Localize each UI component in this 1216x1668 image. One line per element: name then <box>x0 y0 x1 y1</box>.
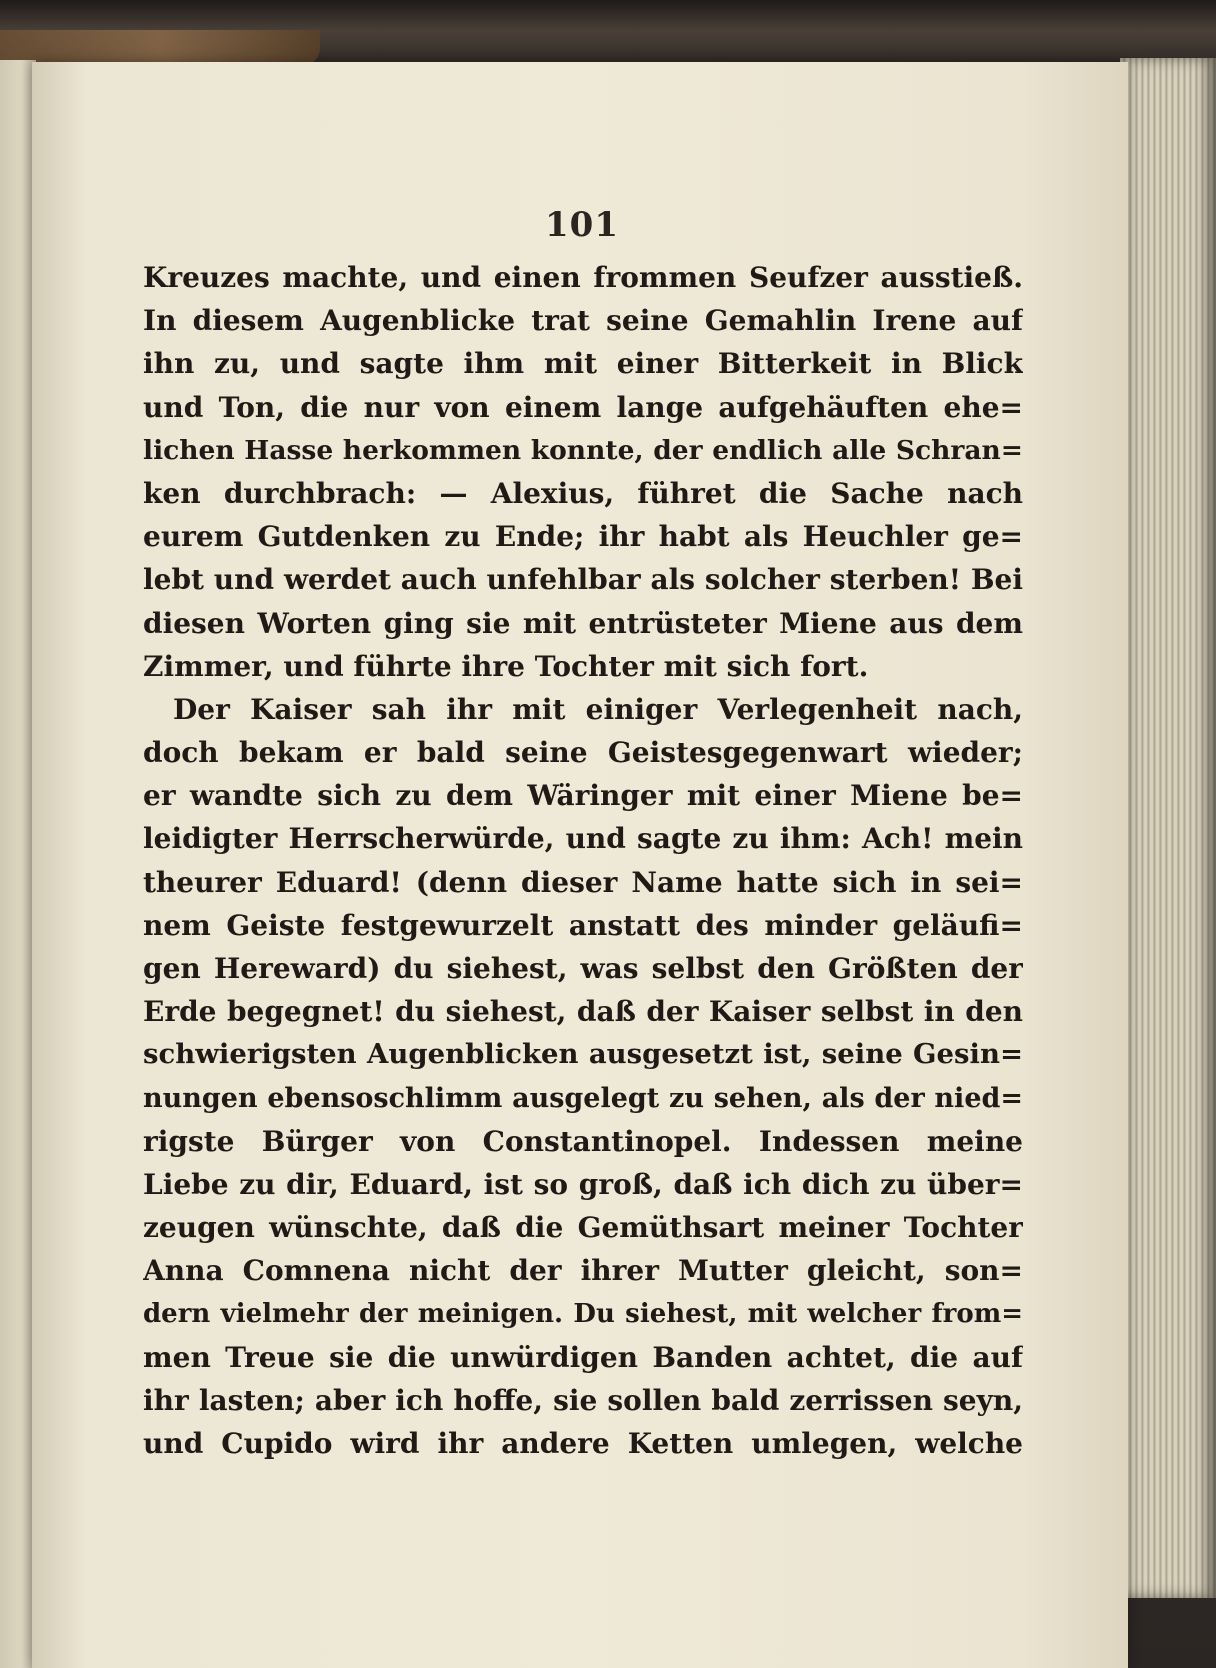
facing-page-edge <box>0 60 36 1668</box>
text-line: leidigter Herrscherwürde, und sagte zu ihm: Ach! mein <box>143 822 1023 856</box>
text-line: zeugen wünschte, daß die Gemüthsart meiner Tochter <box>143 1211 1023 1245</box>
text-line: gen Hereward) du siehest, was selbst den Größten der <box>143 952 1023 985</box>
text-line: theurer Eduard! (denn dieser Name hatte sich in sei= <box>143 865 1023 899</box>
text-line: In diesem Augenblicke trat seine Gemahlin Irene auf <box>143 304 1023 338</box>
text-line: doch bekam er bald seine Geistesgegenwart wieder; <box>143 736 1023 770</box>
text-line: men Treue sie die unwürdigen Banden achtet, die auf <box>143 1340 1023 1374</box>
text-line: schwierigsten Augenblicken ausgesetzt ist, seine Gesin= <box>143 1038 1023 1071</box>
text-line: und Cupido wird ihr andere Ketten umlegen, welche <box>143 1427 1023 1461</box>
text-line: Kreuzes machte, und einen frommen Seufzer ausstieß. <box>143 261 1023 294</box>
text-line: lichen Hasse herkommen konnte, der endlich alle Schran= <box>143 434 1023 466</box>
page-number: 101 <box>545 205 619 245</box>
text-line: rigste Bürger von Constantinopel. Indessen meine <box>143 1124 1023 1158</box>
text-line: diesen Worten ging sie mit entrüsteter Miene aus dem <box>143 606 1023 640</box>
text-line: ihn zu, und sagte ihm mit einer Bitterkeit in Blick <box>143 347 1023 381</box>
text-line: Der Kaiser sah ihr mit einiger Verlegenheit nach, <box>173 692 1023 726</box>
text-line: Anna Comnena nicht der ihrer Mutter gleicht, son= <box>143 1254 1023 1288</box>
text-line: nungen ebensoschlimm ausgelegt zu sehen, als der nied= <box>143 1082 1023 1114</box>
book-binding-top <box>0 0 1216 70</box>
binding-cloth <box>0 30 320 66</box>
page-edges-stack <box>1120 58 1216 1598</box>
text-line: ken durchbrach: — Alexius, führet die Sache nach <box>143 476 1023 510</box>
text-line: er wandte sich zu dem Wäringer mit einer Miene be= <box>143 779 1023 813</box>
text-line: Zimmer, und führte ihre Tochter mit sich fort. <box>143 649 869 683</box>
text-line: nem Geiste festgewurzelt anstatt des minder geläufi= <box>143 908 1023 942</box>
book-page <box>32 62 1128 1668</box>
text-line: eurem Gutdenken zu Ende; ihr habt als Heuchler ge= <box>143 520 1023 554</box>
text-line: und Ton, die nur von einem lange aufgehäuften ehe= <box>143 390 1023 424</box>
text-line: ihr lasten; aber ich hoffe, sie sollen bald zerrissen seyn, <box>143 1383 1023 1417</box>
text-line: Liebe zu dir, Eduard, ist so groß, daß ich dich zu über= <box>143 1167 1023 1201</box>
text-line: dern vielmehr der meinigen. Du siehest, mit welcher from= <box>143 1298 1023 1329</box>
text-line: lebt und werdet auch unfehlbar als solcher sterben! Bei <box>143 563 1023 597</box>
body-text <box>143 256 1023 1465</box>
text-line: Erde begegnet! du siehest, daß der Kaiser selbst in den <box>143 995 1023 1029</box>
